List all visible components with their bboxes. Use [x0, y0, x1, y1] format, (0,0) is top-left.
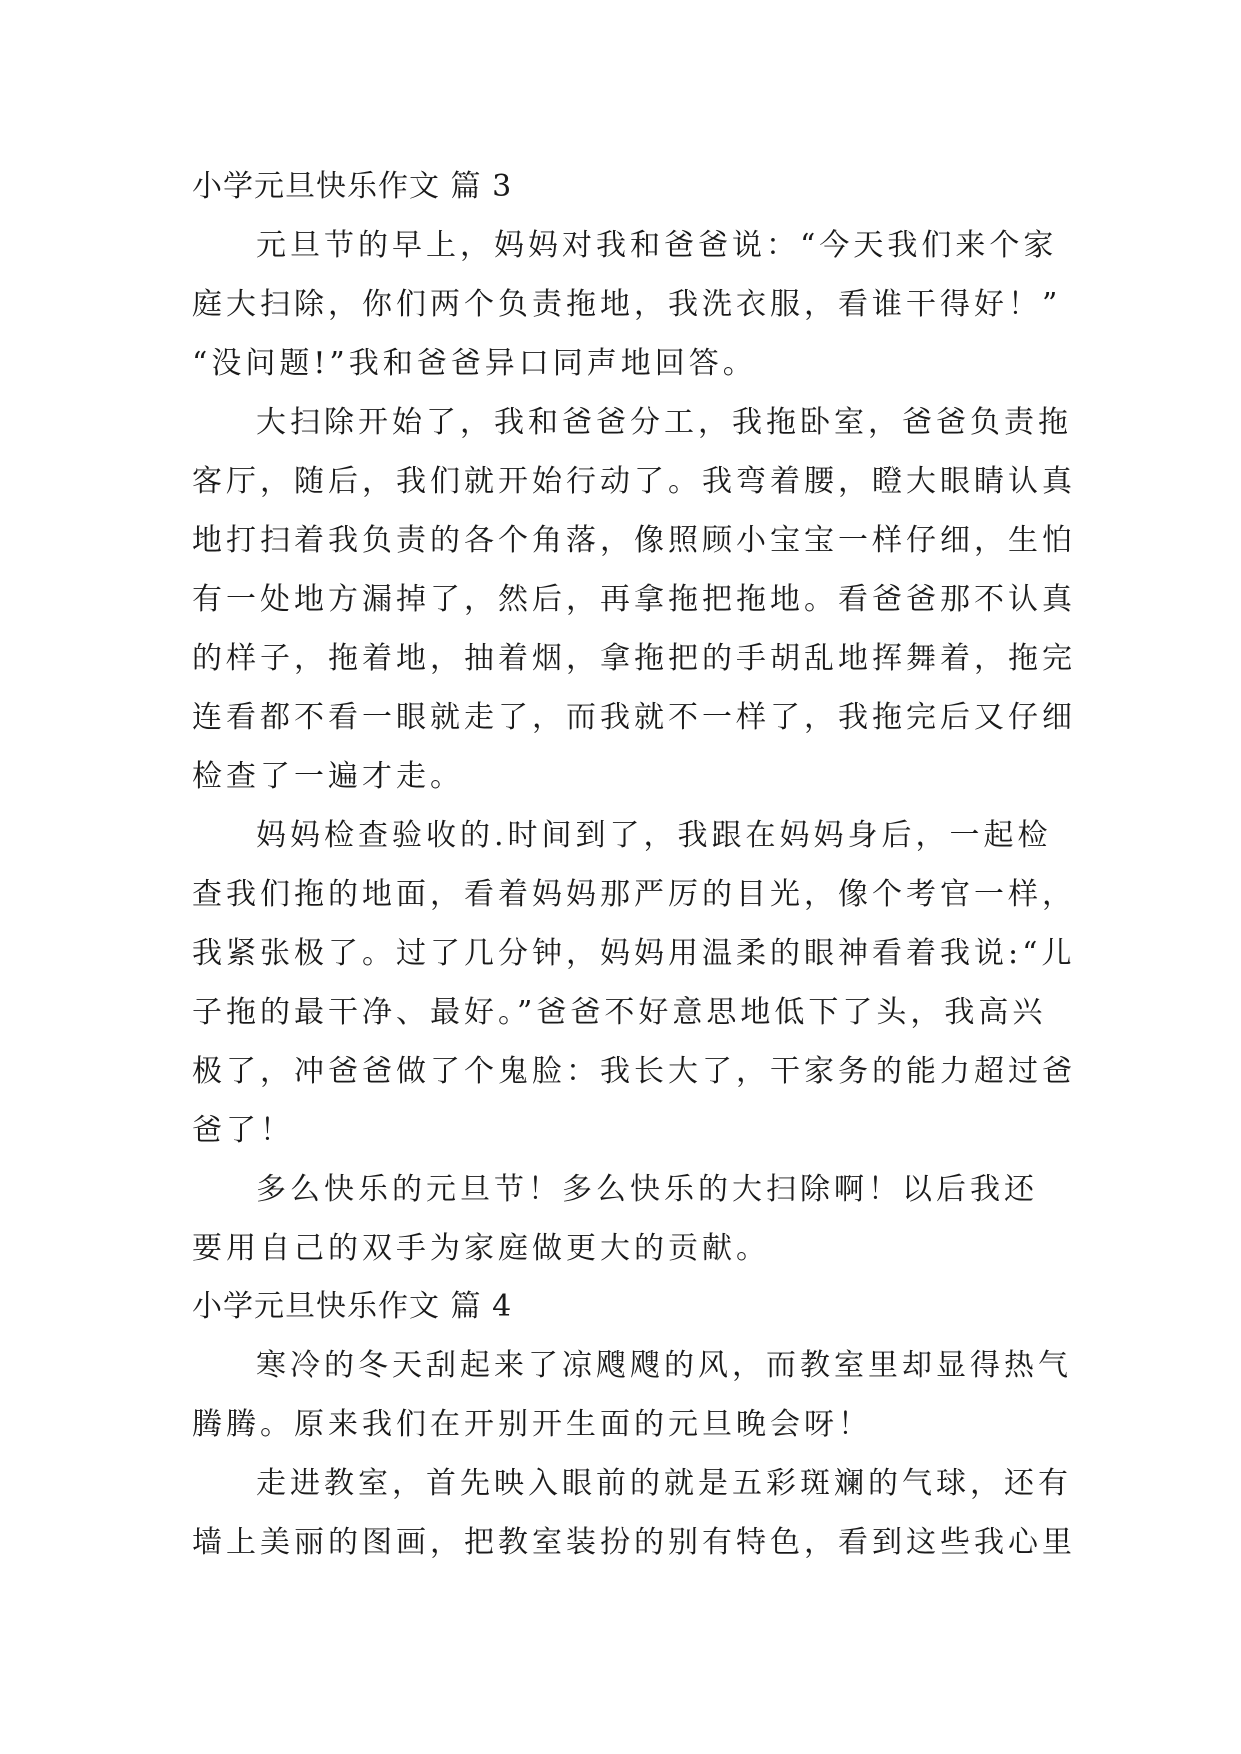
text-line: 庭大扫除，你们两个负责拖地，我洗衣服，看谁干得好！” — [192, 287, 1062, 322]
text-line: 腾腾。原来我们在开别开生面的元旦晚会呀！ — [192, 1407, 872, 1442]
text-line: 妈妈检查验收的.时间到了，我跟在妈妈身后，一起检 — [256, 818, 1052, 853]
text-line: 爸了！ — [192, 1113, 294, 1148]
text-line: 元旦节的早上，妈妈对我和爸爸说：“今天我们来个家 — [256, 228, 1058, 263]
text-line: 走进教室，首先映入眼前的就是五彩斑斓的气球，还有 — [256, 1466, 1072, 1501]
text-line: 多么快乐的元旦节！多么快乐的大扫除啊！以后我还 — [256, 1172, 1038, 1207]
text-line: 我紧张极了。过了几分钟，妈妈用温柔的眼神看着我说:“儿 — [192, 936, 1076, 971]
text-line: 有一处地方漏掉了，然后，再拿拖把拖地。看爸爸那不认真 — [192, 582, 1076, 617]
paragraph — [192, 806, 1076, 1160]
text-line: 大扫除开始了，我和爸爸分工，我拖卧室，爸爸负责拖 — [256, 405, 1072, 440]
paragraph — [192, 1454, 1076, 1572]
paragraph — [192, 1160, 1052, 1278]
text-line: 检查了一遍才走。 — [192, 759, 464, 794]
text-line: “没问题!”我和爸爸异口同声地回答。 — [192, 346, 757, 381]
document-body — [192, 158, 1076, 1572]
text-line: 极了，冲爸爸做了个鬼脸：我长大了，干家务的能力超过爸 — [192, 1054, 1076, 1089]
text-line: 寒冷的冬天刮起来了凉飕飕的风，而教室里却显得热气 — [256, 1348, 1072, 1383]
section-title: 小学元旦快乐作文 篇 4 — [192, 1289, 513, 1324]
section-title: 小学元旦快乐作文 篇 3 — [192, 169, 513, 204]
text-line: 子拖的最干净、最好。”爸爸不好意思地低下了头，我高兴 — [192, 995, 1047, 1030]
text-line: 地打扫着我负责的各个角落，像照顾小宝宝一样仔细，生怕 — [192, 523, 1076, 558]
text-line: 连看都不看一眼就走了，而我就不一样了，我拖完后又仔细 — [192, 700, 1076, 735]
text-line: 的样子，拖着地，抽着烟，拿拖把的手胡乱地挥舞着，拖完 — [192, 641, 1076, 676]
text-line: 要用自己的双手为家庭做更大的贡献。 — [192, 1231, 770, 1266]
text-line: 查我们拖的地面，看着妈妈那严厉的目光，像个考官一样， — [192, 877, 1076, 912]
paragraph — [192, 393, 1076, 806]
text-line: 墙上美丽的图画，把教室装扮的别有特色，看到这些我心里 — [192, 1525, 1076, 1560]
text-line: 客厅，随后，我们就开始行动了。我弯着腰，瞪大眼睛认真 — [192, 464, 1076, 499]
paragraph — [192, 216, 1062, 393]
paragraph — [192, 1336, 1072, 1454]
